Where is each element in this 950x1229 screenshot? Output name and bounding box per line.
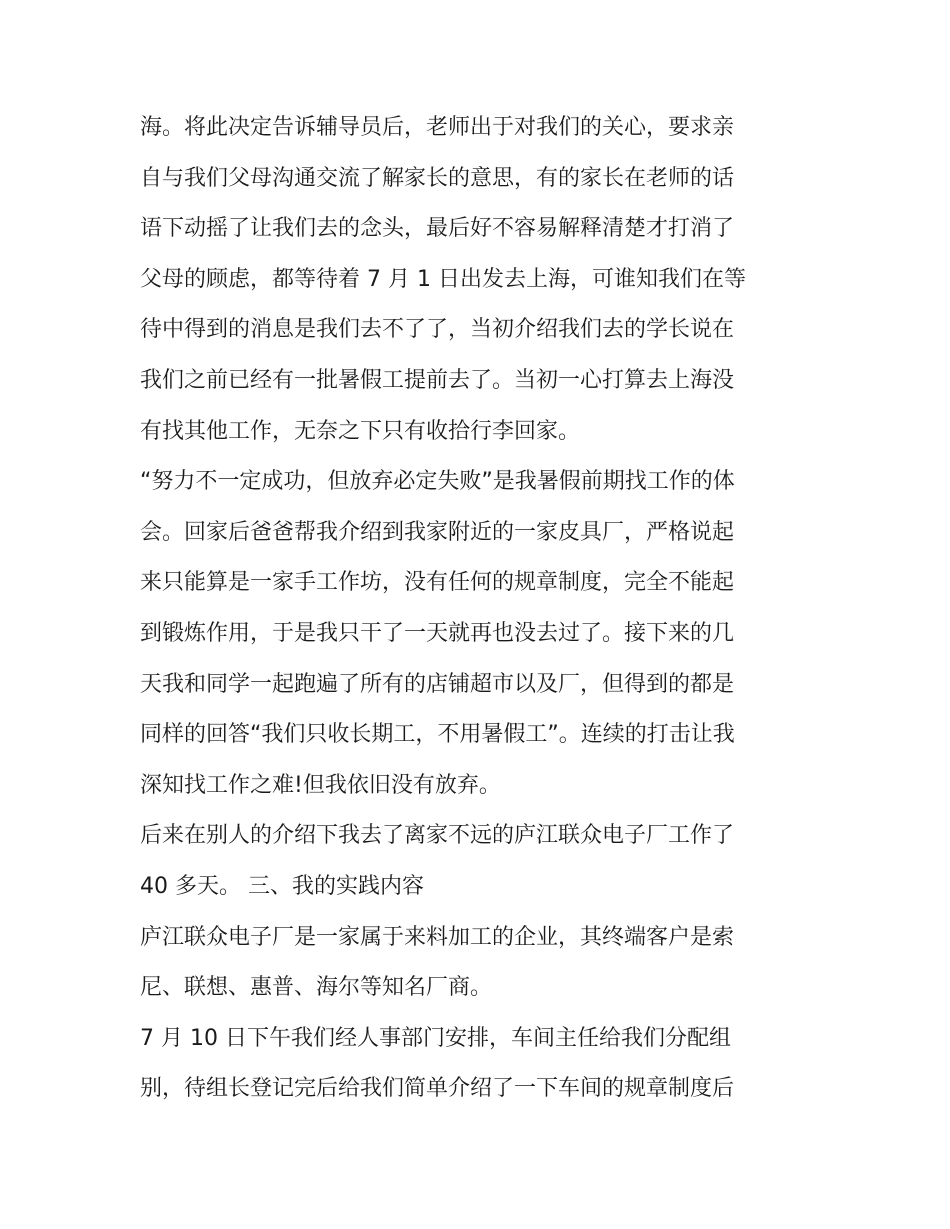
text-line: 深知找工作之难!但我依旧没有放弃。 [140,772,501,798]
document-body [140,103,820,1115]
text-line: 会。回家后爸爸帮我介绍到我家附近的一家皮具厂，严格说起 [140,519,735,545]
text-line: 别，待组长登记完后给我们简单介绍了一下车间的规章制度后 [140,1076,735,1102]
text-line: 海。将此决定告诉辅导员后，老师出于对我们的关心，要求亲 [140,115,735,140]
text-line: 我们之前已经有一批暑假工提前去了。当初一心打算去上海没 [140,367,735,393]
text-line: 待中得到的消息是我们去不了了，当初介绍我们去的学长说在 [140,317,735,343]
text-line: 后来在别人的介绍下我去了离家不远的庐江联众电子厂工作了 [140,823,735,849]
text-line: 尼、联想、惠普、海尔等知名厂商。 [140,975,493,1001]
text-line: “努力不一定成功，但放弃必定失败”是我暑假前期找工作的体 [140,469,735,495]
text-line: 7 月 10 日下午我们经人事部门安排，车间主任给我们分配组 [140,1025,731,1051]
text-line: 同样的回答“我们只收长期工，不用暑假工”。连续的打击让我 [140,722,735,748]
text-line: 40 多天。 三、我的实践内容 [140,873,424,899]
text-line: 父母的顾虑，都等待着 7 月 1 日出发去上海，可谁知我们在等 [140,266,746,292]
text-line: 自与我们父母沟通交流了解家长的意思，有的家长在老师的话 [140,165,735,191]
text-line: 天我和同学一起跑遍了所有的店铺超市以及厂，但得到的都是 [140,671,735,697]
text-line: 有找其他工作，无奈之下只有收拾行李回家。 [140,418,581,444]
text-line: 到锻炼作用，于是我只干了一天就再也没去过了。接下来的几 [140,620,735,646]
text-line: 来只能算是一家手工作坊，没有任何的规章制度，完全不能起 [140,570,735,596]
text-line: 语下动摇了让我们去的念头，最后好不容易解释清楚才打消了 [140,216,735,242]
text-line: 庐江联众电子厂是一家属于来料加工的企业，其终端客户是索 [140,924,735,950]
